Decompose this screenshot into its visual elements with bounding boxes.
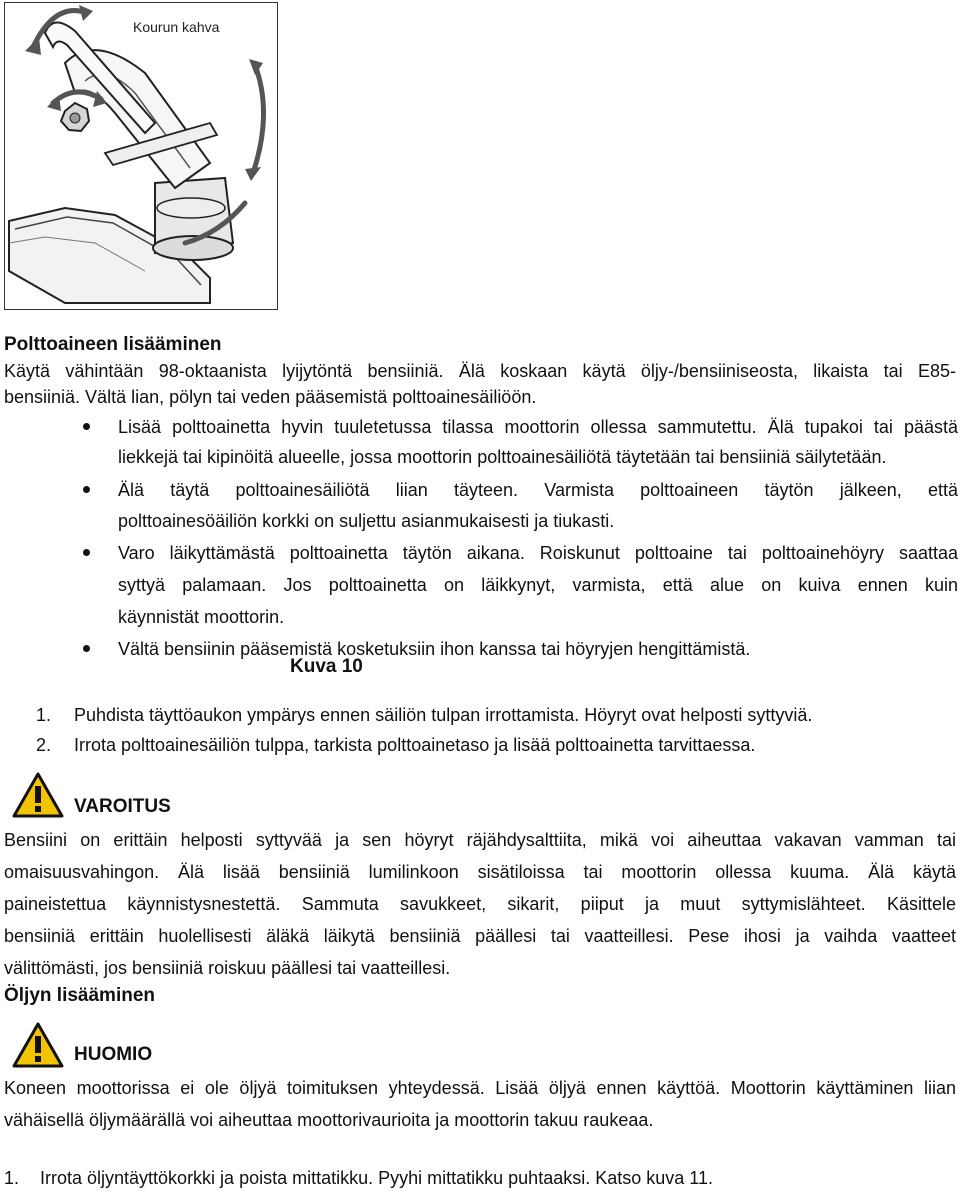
- warning-line: välittömästi, jos bensiiniä roiskuu päällesi tai vaatteillesi.: [4, 958, 451, 978]
- bullet-line: Älä täytä polttoainesäiliötä liian täyteen. Varmista polttoaineen täytön jälkeen, että: [118, 480, 958, 500]
- chute-handle-illustration: [5, 3, 278, 310]
- step-number: 2.: [36, 735, 52, 755]
- bullet-icon: [83, 423, 90, 430]
- warning-line: omaisuusvahingon. Älä lisää bensiiniä lumilinkoon sisätiloissa tai moottorin ollessa kuuma. Älä käytä: [4, 862, 956, 882]
- step-text: Irrota polttoainesäiliön tulppa, tarkista polttoainetaso ja lisää polttoainetta tarvittaessa.: [74, 735, 756, 755]
- figure-caption: Kuva 10: [290, 656, 363, 677]
- warning-line: Bensiini on erittäin helposti syttyvää ja sen höyryt räjähdysalttiita, mikä voi aiheuttaa vakavan vamman tai: [4, 830, 956, 850]
- figure-10: [4, 2, 278, 310]
- knob-icon: [61, 103, 89, 131]
- paragraph-line: bensiiniä. Vältä lian, pölyn tai veden pääsemistä polttoainesäiliöön.: [4, 387, 537, 407]
- notice-triangle-icon: [12, 1022, 64, 1068]
- paragraph-line: Käytä vähintään 98-oktaanista lyijytöntä bensiiniä. Älä koskaan käytä öljy-/bensiiniseosta, likaista tai E85-: [4, 361, 956, 381]
- bullet-line: syttyä palamaan. Jos polttoainetta on läikkynyt, varmista, että alue on kuiva ennen kuin: [118, 575, 958, 595]
- notice-line: vähäisellä öljymäärällä voi aiheuttaa moottorivaurioita ja moottorin takuu raukeaa.: [4, 1110, 654, 1130]
- warning-line: paineistettua käynnistysnestettä. Sammuta savukkeet, sikarit, piiput ja muut syttymislähteet. Käsittele: [4, 894, 956, 914]
- bullet-line: Vältä bensiinin pääsemistä kosketuksiin ihon kanssa tai höyryjen hengittämistä.: [118, 639, 751, 659]
- bullet-icon: [83, 486, 90, 493]
- bullet-line: käynnistät moottorin.: [118, 607, 285, 627]
- figure-label: Kourun kahva: [133, 19, 220, 35]
- notice-title: HUOMIO: [74, 1044, 153, 1065]
- step-number: 1.: [36, 705, 52, 725]
- bullet-line: polttoainesöäiliön korkki on suljettu asianmukaisesti ja tiukasti.: [118, 511, 615, 531]
- warning-triangle-icon: [12, 772, 64, 818]
- warning-line: bensiiniä erittäin huolellisesti äläkä läikytä bensiiniä päällesi tai vaatteillesi. Pese ihosi ja vaihda vaatteet: [4, 926, 956, 946]
- step-number: 1.: [4, 1168, 20, 1188]
- bullet-line: Varo läikyttämästä polttoainetta täytön aikana. Roiskunut polttoaine tai polttoainehöyry saattaa: [118, 543, 958, 563]
- bullet-icon: [83, 645, 90, 652]
- section-heading-fuel: Polttoaineen lisääminen: [4, 334, 222, 355]
- bullet-line: liekkejä tai kipinöitä alueelle, jossa moottorin polttoainesäiliötä täytetään tai bensiiniä säilytetään.: [118, 447, 887, 467]
- step-text: Irrota öljyntäyttökorkki ja poista mittatikku. Pyyhi mittatikku puhtaaksi. Katso kuva 11.: [40, 1168, 713, 1188]
- bullet-line: Lisää polttoainetta hyvin tuuletetussa tilassa moottorin ollessa sammutettu. Älä tupakoi tai päästä: [118, 417, 958, 437]
- warning-title: VAROITUS: [74, 796, 171, 817]
- notice-line: Koneen moottorissa ei ole öljyä toimituksen yhteydessä. Lisää öljyä ennen käyttöä. Moottorin käyttäminen liian: [4, 1078, 956, 1098]
- bullet-icon: [83, 549, 90, 556]
- step-text: Puhdista täyttöaukon ympärys ennen säiliön tulpan irrottamista. Höyryt ovat helposti syttyviä.: [74, 705, 813, 725]
- section-heading-oil: Öljyn lisääminen: [4, 985, 155, 1006]
